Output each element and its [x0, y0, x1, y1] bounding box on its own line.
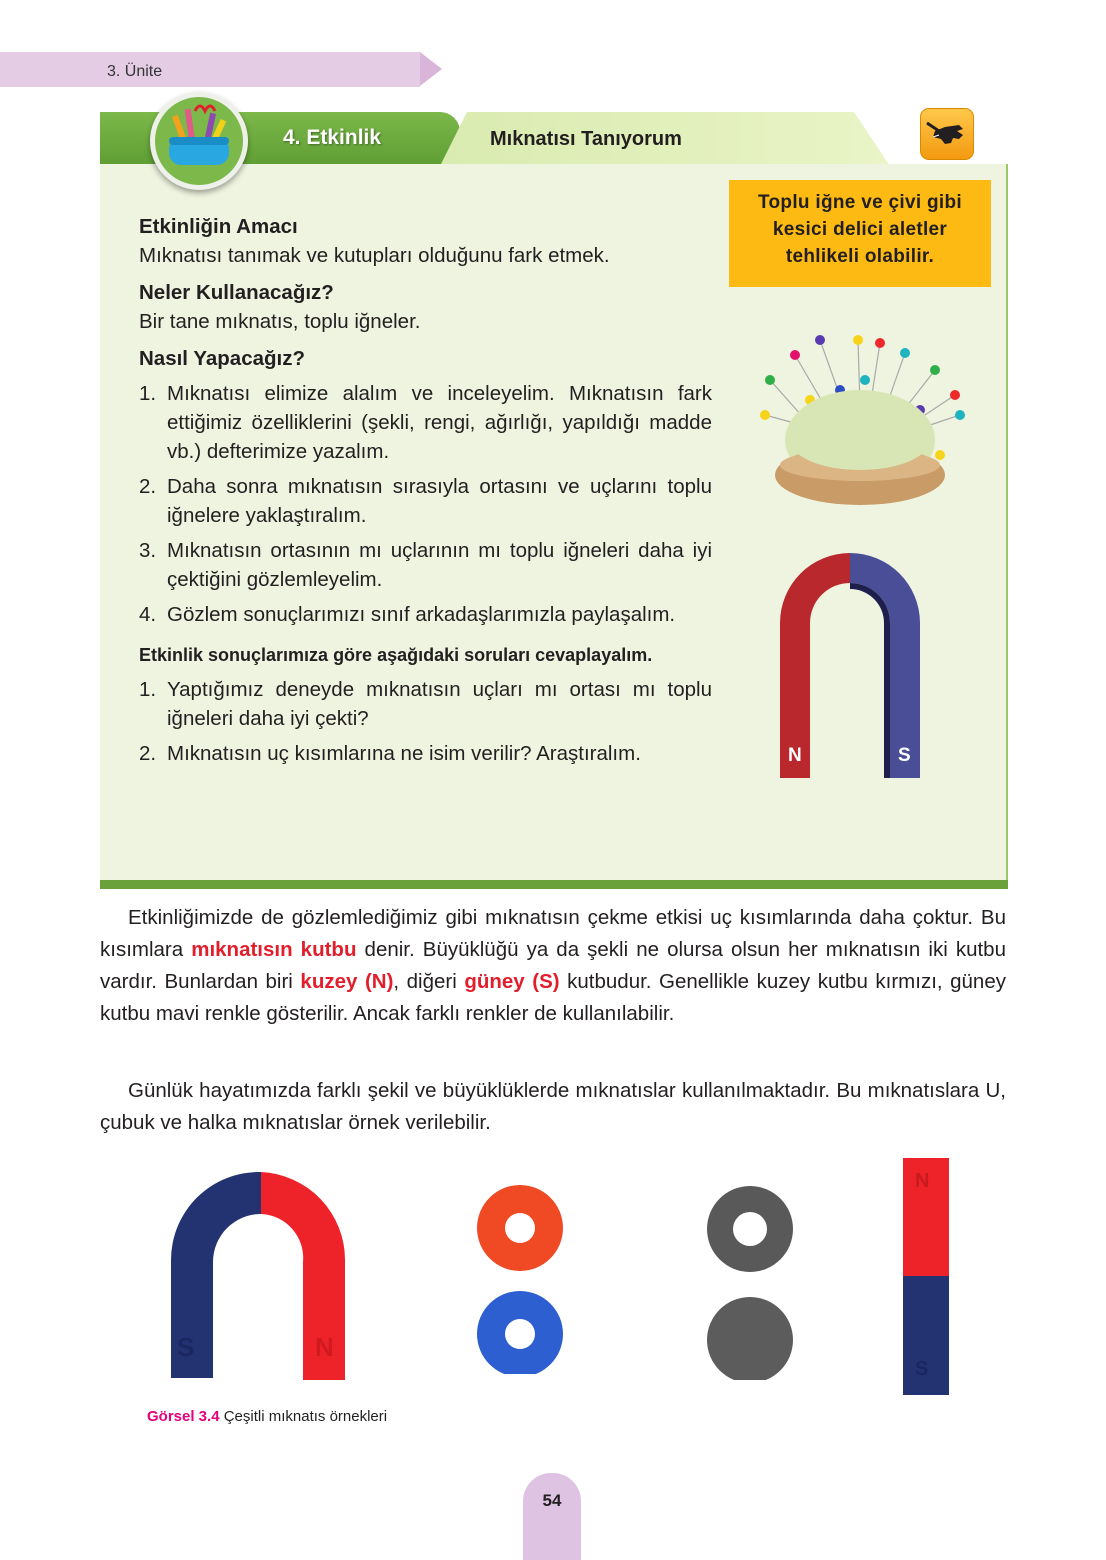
question-text: Yaptığımız deneyde mıknatısın uçları mı ortası mı toplu iğneleri daha iyi çekti? [167, 678, 712, 730]
step-item [139, 472, 712, 530]
step-number: 3. [139, 539, 157, 562]
figure-ring-magnets-colored [470, 1184, 570, 1374]
figure-caption [147, 1408, 387, 1425]
warning-line: kesici delici aletler [772, 219, 948, 240]
sharp-object-warning-icon [920, 108, 974, 160]
step-text: Mıknatısın ortasının mı uçlarının mı toplu iğneleri daha iyi çektiğini gözlemleyelim. [167, 539, 712, 591]
steps-heading: Nasıl Yapacağız? [139, 347, 305, 370]
activity-number: 4. Etkinlik [283, 126, 382, 149]
step-text: Gözlem sonuçlarımızı sınıf arkadaşlarımızla paylaşalım. [167, 603, 676, 626]
steps-list [139, 379, 712, 629]
text-run: kutbudur. Genellikle kuzey kutbu kırmızı, güney kutbu mavi renkle gösterilir. Ancak farklı renkler de kullanılabilir. [100, 970, 1006, 1025]
page-number-text: 54 [542, 1491, 562, 1510]
step-text: Daha sonra mıknatısın sırasıyla ortasını ve uçlarını toplu iğnelere yaklaştıralım. [167, 475, 712, 527]
aim-heading: Etkinliğin Amacı [139, 215, 298, 238]
question-number: 2. [139, 742, 157, 765]
step-item [139, 379, 712, 466]
south-pole-label: S [898, 745, 911, 766]
questions-list [139, 675, 712, 768]
step-item [139, 536, 712, 594]
highlight-south: güney (S) [464, 970, 560, 993]
pencil-case-icon [150, 92, 248, 190]
materials-text: Bir tane mıknatıs, toplu iğneler. [139, 310, 421, 333]
explanation-paragraph [100, 902, 1006, 1030]
text-run: denir. Büyüklüğü ya da şekli ne olursa olsun her mıknatısın iki kutbu vardır. Bunlardan biri [100, 938, 1006, 993]
step-item [139, 600, 712, 629]
figure-u-magnet [167, 1172, 349, 1384]
safety-warning-box [729, 180, 991, 287]
page-number [523, 1473, 581, 1560]
warning-line: Toplu iğne ve çivi gibi [758, 192, 962, 213]
highlight-north: kuzey (N) [300, 970, 394, 993]
activity-box-bottom-border [100, 880, 1008, 889]
figure-bar-magnet [903, 1158, 953, 1395]
examples-paragraph: Günlük hayatımızda farklı şekil ve büyüklüklerde mıknatıslar kullanılmaktadır. Bu mıknatıslara U, çubuk ve halka mıknatıslar örnek verilebilir. [100, 1079, 1006, 1134]
step-number: 1. [139, 382, 157, 405]
unit-label: 3. Ünite [107, 63, 163, 80]
text-run: , diğeri [393, 970, 465, 993]
materials-heading: Neler Kullanacağız? [139, 281, 334, 304]
question-number: 1. [139, 678, 157, 701]
figure-ring-magnets-ferrite [705, 1185, 795, 1380]
text-run: Etkinliğimizde de gözlemlediğimiz gibi mıknatısın çekme etkisi uç kısımlarında daha çoktur. Bu kısımlara [100, 906, 1006, 961]
step-number: 2. [139, 475, 157, 498]
highlight-magnet-pole: mıknatısın kutbu [191, 938, 357, 961]
figure-caption-text: Çeşitli mıknatıs örnekleri [219, 1408, 388, 1425]
unit-tab [0, 52, 420, 87]
activity-title: Mıknatısı Tanıyorum [490, 128, 682, 150]
bar-south-label: S [915, 1358, 929, 1380]
question-item [139, 675, 712, 733]
activity-content [139, 212, 712, 768]
figure-label: Görsel 3.4 [147, 1408, 220, 1425]
u-magnet-image [780, 553, 920, 778]
question-item [139, 739, 712, 768]
warning-line: tehlikeli olabilir. [785, 246, 935, 267]
u-magnet-south-label: S [177, 1332, 195, 1362]
aim-text: Mıknatısı tanımak ve kutupları olduğunu fark etmek. [139, 244, 610, 267]
bar-north-label: N [915, 1170, 930, 1192]
questions-heading: Etkinlik sonuçlarımıza göre aşağıdaki soruları cevaplayalım. [139, 645, 653, 665]
u-magnet-north-label: N [315, 1332, 334, 1362]
step-text: Mıknatısı elimize alalım ve inceleyelim. Mıknatısın fark ettiğimiz özelliklerini (şekli, rengi, ağırlığı, yapıldığı madde vb.) defterimize yazalım. [167, 382, 712, 463]
pin-cushion-image [750, 315, 970, 515]
north-pole-label: N [788, 745, 802, 766]
question-text: Mıknatısın uç kısımlarına ne isim verilir? Araştıralım. [167, 742, 641, 765]
step-number: 4. [139, 603, 157, 626]
